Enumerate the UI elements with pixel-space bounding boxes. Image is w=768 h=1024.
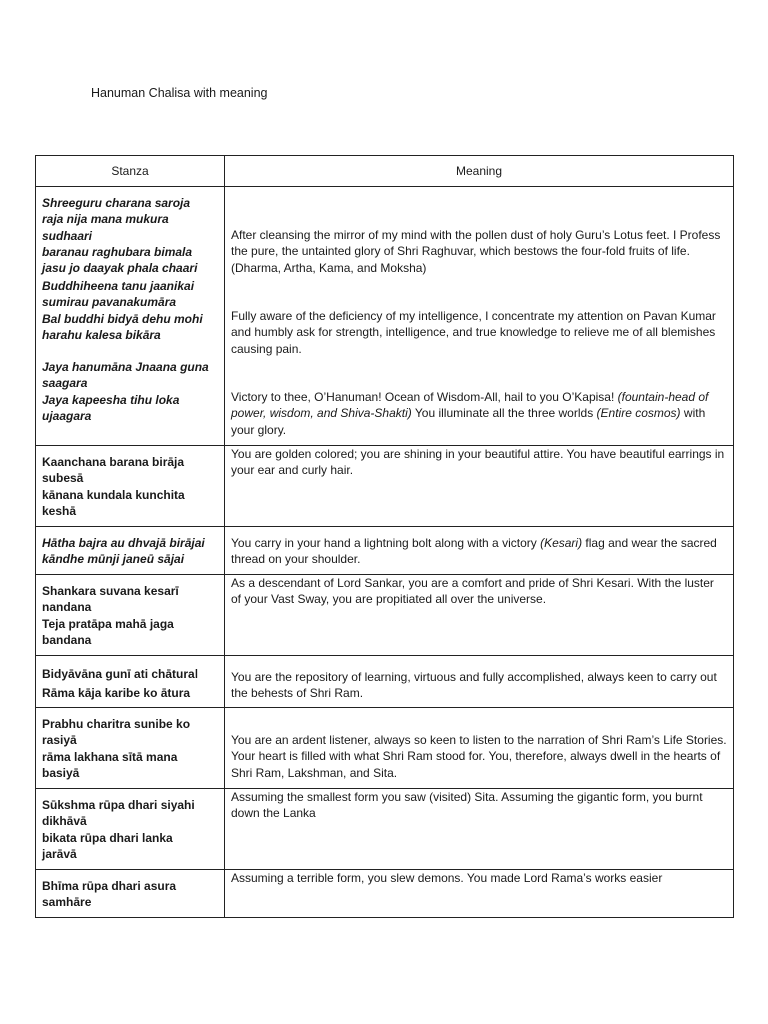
stanza-text: Kaanchana barana birāja subesā kānana kundala kunchita keshā: [42, 455, 185, 518]
table-row: [36, 789, 734, 870]
stanza-text: [42, 359, 218, 424]
stanza-line: sumirau pavanakumāra: [42, 295, 177, 310]
meaning-span: Victory to thee, O’Hanuman! Ocean of Wisdom-All, hail to you O’Kapisa!: [231, 390, 618, 404]
stanza-cell: [36, 708, 225, 789]
meaning-text: After cleansing the mirror of my mind with the pollen dust of holy Guru’s Lotus feet. I Profess the pure, the untainted glory of Shri Raghuvar, which bestows the four-fold fruits of life.(Dharma, Artha, Kama, and Moksha): [231, 228, 721, 275]
table-row: [36, 870, 734, 918]
meaning-column-header: Meaning: [225, 156, 734, 187]
meaning-text: Assuming the smallest form you saw (visited) Sita. Assuming the gigantic form, you burnt down the Lanka: [231, 790, 703, 821]
stanza-text: Shankara suvana kesarī nandana Teja pratāpa mahā jaga bandana: [42, 584, 179, 647]
meaning-text: Fully aware of the deficiency of my intelligence, I concentrate my attention on Pavan Kumar and humbly ask for strength, intelligence, and true knowledge to relieve me of all blemishes causing pain.: [231, 309, 716, 356]
table-row: [36, 446, 734, 527]
table-row: [36, 527, 734, 575]
table-row: [36, 656, 734, 708]
meaning-text: [231, 389, 727, 438]
stanza-text: Hātha bajra au dhvajā birājai kāndhe mūnji janeū sājai: [42, 536, 205, 567]
stanza-line: saagara: [42, 376, 88, 391]
stanza-text: [42, 278, 218, 359]
meaning-cell: [225, 656, 734, 708]
stanza-cell: [36, 870, 225, 918]
stanza-line: Bal buddhi bidyā dehu mohi: [42, 311, 203, 326]
stanza-cell: [36, 656, 225, 708]
stanza-text: Prabhu charitra sunibe ko rasiyā rāma lakhana sītā mana basiyā: [42, 717, 191, 780]
meaning-cell: [225, 789, 734, 870]
meaning-italic: (fountain-head of power, wisdom, and Shiva-Shakti): [231, 390, 709, 421]
meaning-cell: [225, 575, 734, 656]
stanza-line: sudhaari: [42, 228, 93, 243]
meaning-text: You are golden colored; you are shining in your beautiful attire. You have beautiful earrings in your ear and curly hair.: [231, 447, 725, 478]
meaning-cell: [225, 446, 734, 527]
stanza-cell: [36, 446, 225, 527]
meaning-span: with your glory.: [231, 406, 706, 437]
table-row: [36, 575, 734, 656]
stanza-cell: [36, 527, 225, 575]
stanza-text: Bhīma rūpa dhari asura samhāre: [42, 879, 177, 910]
meaning-cell: [225, 708, 734, 789]
stanza-line: Jaya hanumāna Jnaana guna: [42, 360, 209, 374]
meaning-span: You illuminate all the three worlds: [411, 406, 597, 421]
chalisa-table: [35, 155, 734, 918]
stanza-line: Buddhiheena tanu jaanikai: [42, 279, 195, 293]
meaning-text: You are an ardent listener, always so keen to listen to the narration of Shri Ram’s Life Stories. Your heart is filled with what Shri Ram stood for. You, therefore, always dwell in the hearts of Shri Ram, Lakshman, and Sita.: [231, 733, 727, 780]
stanza-text: Bidyāvāna gunī ati chāturaǀ Rāma kāja karibe ko ātura: [42, 667, 199, 701]
meaning-cell: [225, 870, 734, 918]
stanza-line: Shreeguru charana saroja: [42, 196, 191, 210]
table-row: [36, 187, 734, 446]
stanza-cell: [36, 575, 225, 656]
stanza-cell: [36, 789, 225, 870]
meaning-text: You are the repository of learning, virtuous and fully accomplished, always keen to carry out the behests of Shri Ram.: [231, 670, 717, 701]
meaning-text: You carry in your hand a lightning bolt along with a victory (Kesari) flag and wear the sacred thread on your shoulder.: [231, 536, 717, 567]
meaning-italic: (Entire cosmos): [596, 406, 681, 421]
stanza-column-header: Stanza: [36, 156, 225, 187]
table-header-row: [36, 156, 734, 187]
stanza-line: Jaya kapeesha tihu loka: [42, 392, 180, 407]
stanza-line: harahu kalesa bikāra: [42, 327, 161, 342]
stanza-line: raja nija mana mukura: [42, 212, 169, 227]
meaning-cell: [225, 187, 734, 446]
stanza-cell: [36, 187, 225, 446]
meaning-text: Assuming a terrible form, you slew demons. You made Lord Rama’s works easier: [231, 871, 663, 885]
stanza-line: jasu jo daayak phala chaari: [42, 261, 198, 276]
meaning-cell: [225, 527, 734, 575]
table-row: [36, 708, 734, 789]
stanza-text: [42, 195, 218, 278]
stanza-text: Sūkshma rūpa dhari siyahi dikhāvā bikata rūpa dhari lanka jarāvā: [42, 798, 195, 861]
stanza-line: ujaagara: [42, 408, 92, 423]
stanza-line: baranau raghubara bimala: [42, 244, 193, 259]
document-title: Hanuman Chalisa with meaning: [91, 86, 268, 100]
meaning-text: As a descendant of Lord Sankar, you are a comfort and pride of Shri Kesari. With the luster of your Vast Sway, you are propitiated all over the universe.: [231, 576, 714, 607]
